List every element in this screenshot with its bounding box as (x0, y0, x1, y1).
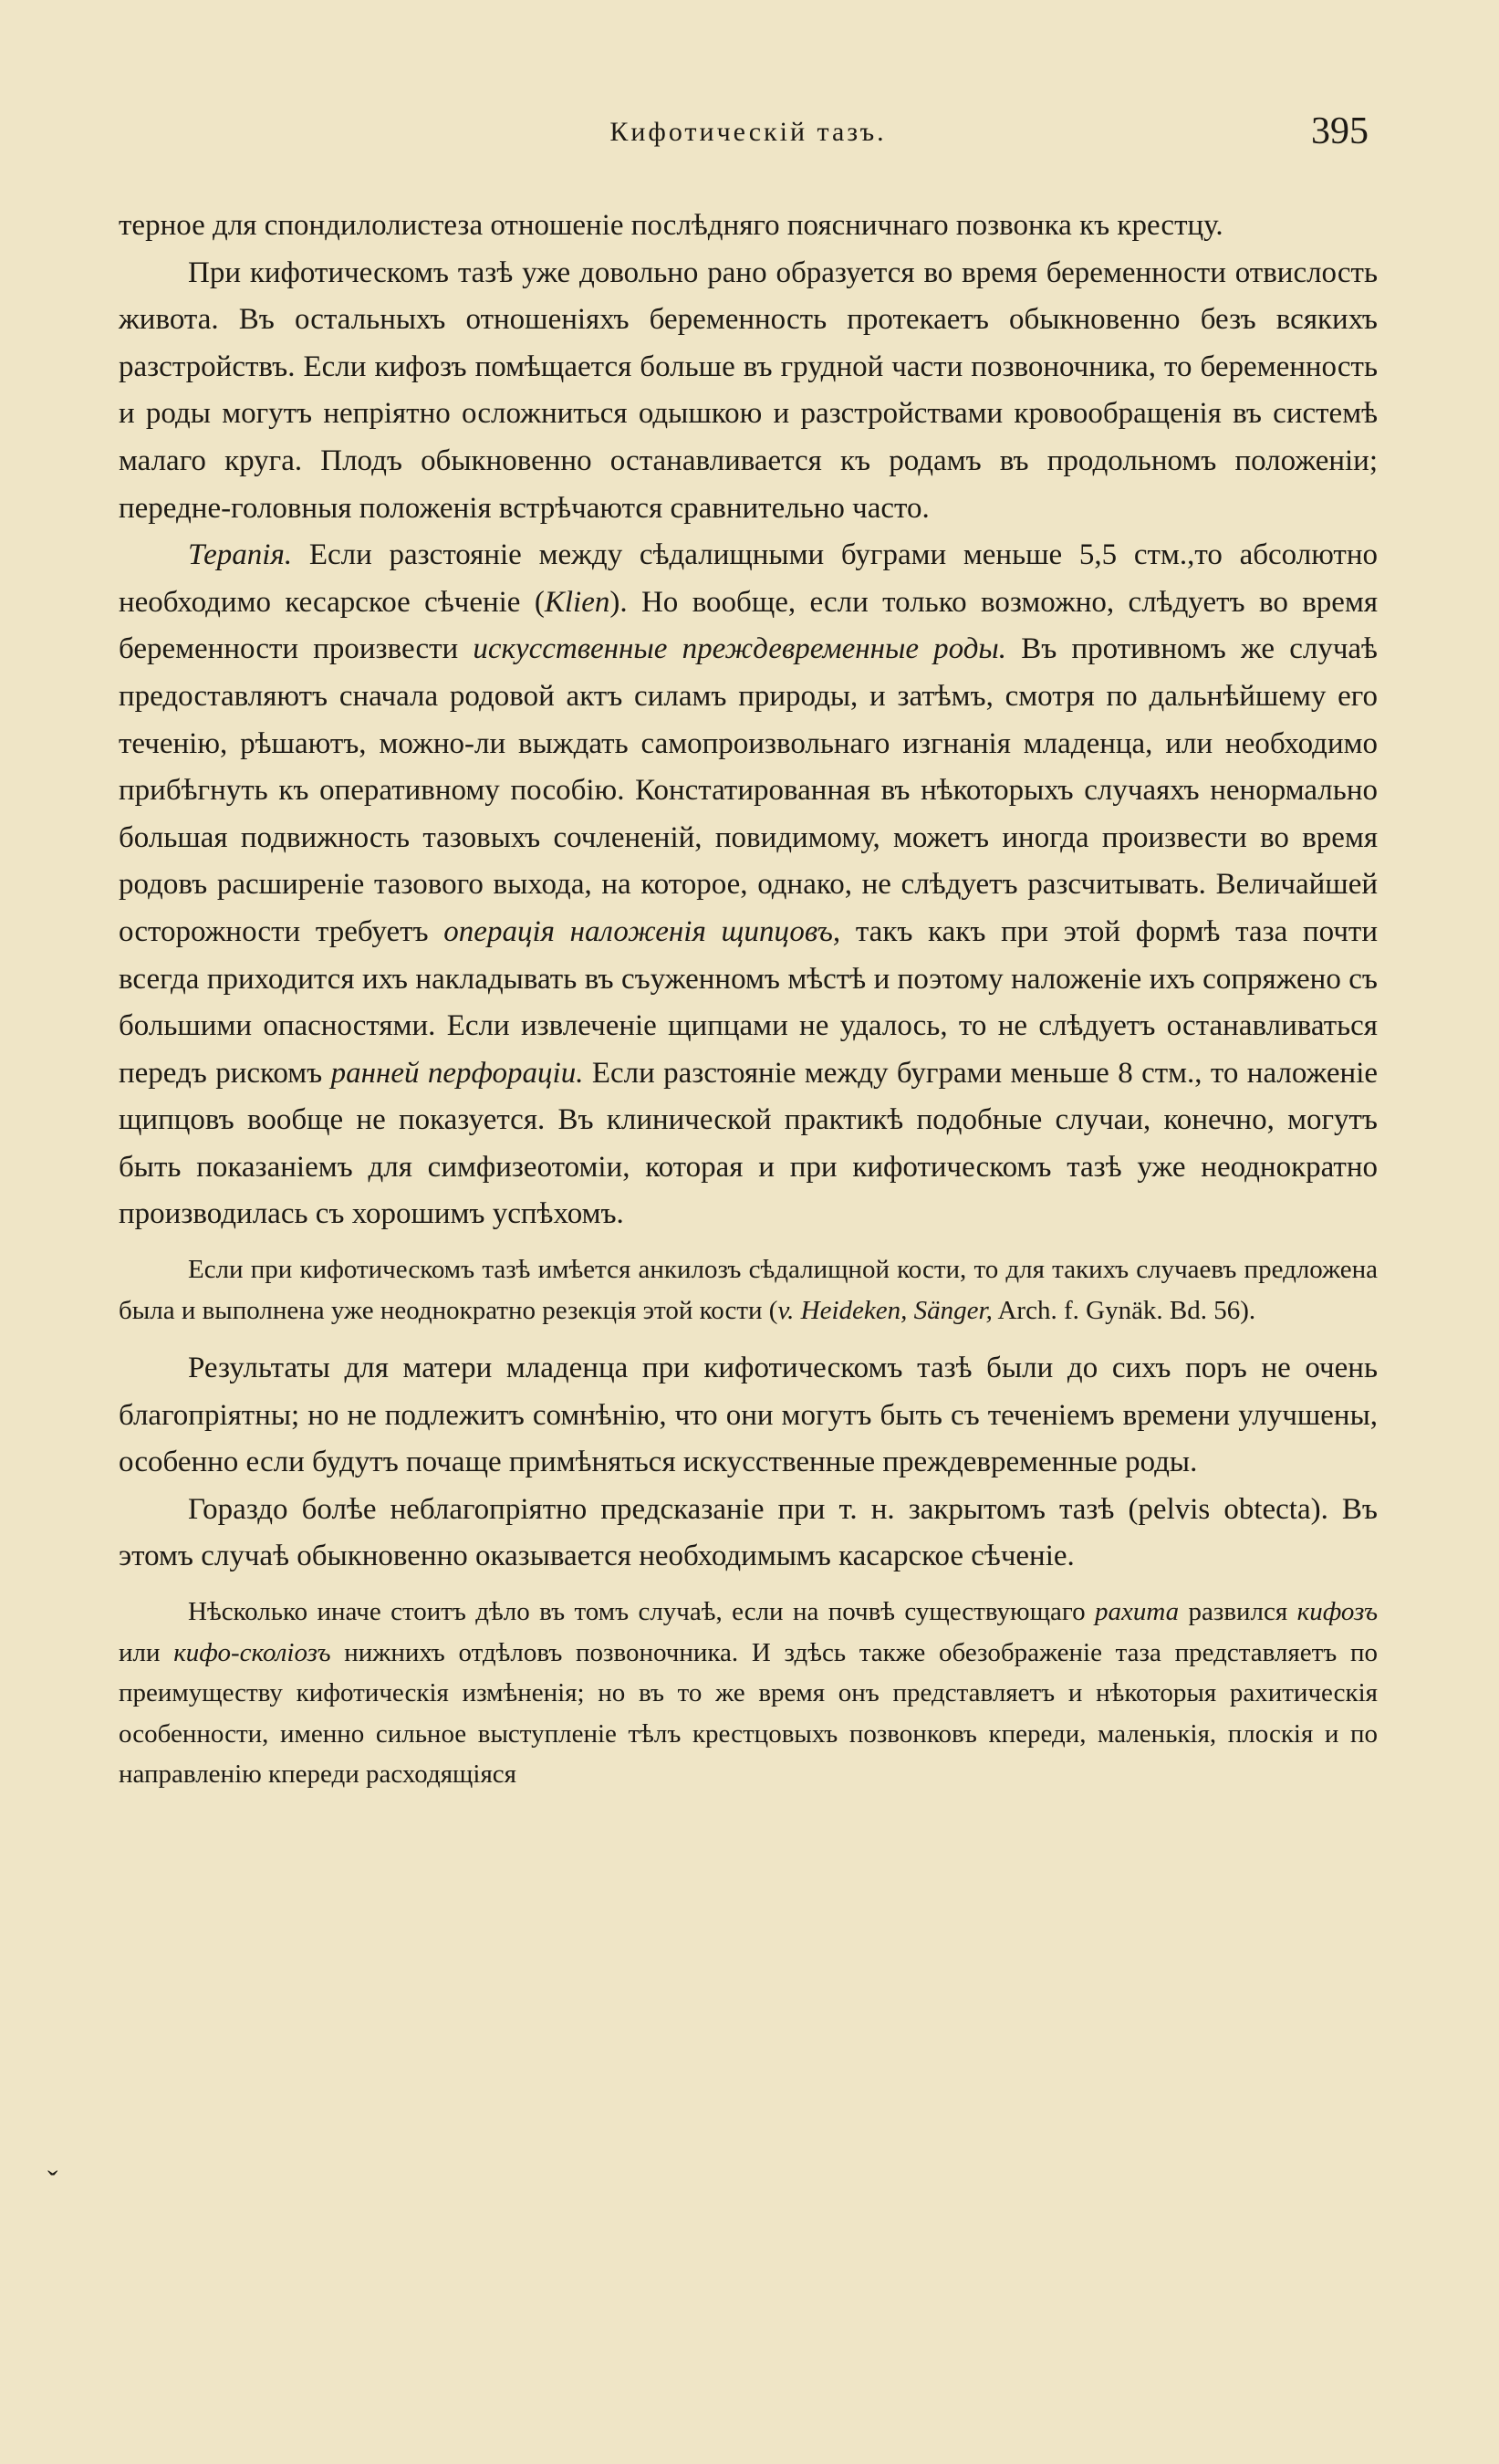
paragraph-obtecta (119, 1487, 1378, 1581)
italic-run: ранней перфораціи. (330, 1056, 584, 1090)
text-run: Въ противномъ же случаѣ предоставляютъ сначала родовой актъ силамъ природы, и затѣмъ, смотря по дальнѣйшему его теченію, рѣшаютъ, можно-ли выждать самопроизвольнаго изгнанія младенца, или необходимо прибѣгнуть къ оперативному пособію. Констатированная въ нѣкоторыхъ случаяхъ ненормально большая подвижность тазовыхъ сочлененій, повидимому, можетъ иногда произвести во время родовъ расширеніе тазового выхода, на которое, однако, не слѣдуетъ разсчитывать. Величайшей осторожности требуетъ (119, 632, 1378, 948)
paragraph-pregnancy (119, 250, 1378, 533)
text-run: Arch. f. Gynäk. Bd. 56). (992, 1295, 1256, 1325)
text-run: Если разстояніе между буграми меньше 8 стм., то наложеніе щипцовъ вообще не показуется. Въ клинической практикѣ подобные случаи, конечно, могутъ быть показаніемъ для симфизеотоміи, которая и при кифотическомъ тазѣ уже неоднократно производилась съ хорошимъ успѣхомъ. (119, 1056, 1379, 1231)
italic-run: искусственные преждевременные роды. (473, 632, 1007, 666)
text-run: Гораздо болѣе неблагопріятно предсказаніе при т. н. закрытомъ тазѣ (pelvis obtecta). Въ этомъ случаѣ обыкновенно оказывается необходимымъ касарское сѣченіе. (119, 1492, 1378, 1573)
small-print-rickets (119, 1592, 1378, 1795)
paragraph-continuation (119, 203, 1378, 250)
text-run: или (119, 1637, 174, 1667)
italic-run: рахита (1094, 1597, 1180, 1627)
running-title: Кифотическій тазъ. (609, 117, 887, 147)
margin-mark: ˇ (47, 2166, 58, 2199)
italic-run: кифозъ (1296, 1597, 1378, 1627)
paragraph-therapy (119, 532, 1378, 1238)
italic-run: v. Heideken, Sänger, (777, 1295, 993, 1325)
text-run: терное для спондилолистеза отношеніе послѣдняго поясничнаго позвонка къ крестцу. (119, 209, 1223, 242)
text-run: ). Но вообще, если только возможно, слѣдуетъ во время беременности произвести (119, 585, 1379, 666)
text-run: развился (1179, 1597, 1297, 1627)
text-run: Нѣсколько иначе стоитъ дѣло въ томъ случаѣ, если на почвѣ существующаго (188, 1597, 1095, 1627)
italic-run: Терапія. (188, 538, 293, 572)
text-run: Если при кифотическомъ тазѣ имѣется анкилозъ сѣдалищной кости, то для такихъ случаевъ предложена была и выполнена уже неоднократно резекція этой кости ( (119, 1255, 1378, 1325)
italic-run: кифо-сколіозъ (173, 1637, 331, 1667)
text-run: нижнихъ отдѣловъ позвоночника. И здѣсь также обезображеніе таза представляетъ по преимуществу кифотическія измѣненія; но въ то же время онъ представляетъ и нѣкоторыя рахитическія особенности, именно сильное выступленіе тѣлъ крестцовыхъ позвонковъ кпереди, маленькія, плоскія и по направленію кпереди расходящіяся (119, 1637, 1378, 1790)
italic-run: Klien (544, 585, 610, 619)
text-run: Если разстояніе между сѣдалищными буграми меньше 5,5 стм.,то абсолютно необходимо кесарское сѣченіе ( (119, 538, 1378, 619)
small-print-ankylosis (119, 1249, 1378, 1331)
page-number: 395 (1311, 110, 1369, 152)
italic-run: операція наложенія щипцовъ, (443, 914, 841, 948)
text-run: При кифотическомъ тазѣ уже довольно рано образуется во время беременности отвислость живота. Въ остальныхъ отношеніяхъ беременность протекаетъ обыкновенно безъ всякихъ разстройствъ. Если кифозъ помѣщается больше въ грудной части позвоночника, то беременность и роды могутъ непріятно осложниться одышкою и разстройствами кровообращенія въ системѣ малаго круга. Плодъ обыкновенно останавливается къ родамъ въ продольномъ положеніи; передне-головныя положенія встрѣчаются сравнительно часто. (119, 256, 1378, 525)
text-run: Результаты для матери младенца при кифотическомъ тазѣ были до сихъ поръ не очень благопріятны; но не подлежитъ сомнѣнію, что они могутъ быть съ теченіемъ времени улучшены, особенно если будутъ почаще примѣняться искусственные преждевременные роды. (119, 1352, 1378, 1479)
text-run: такъ какъ при этой формѣ таза почти всегда приходится ихъ накладывать въ съуженномъ мѣстѣ и поэтому наложеніе ихъ сопряжено съ большими опасностями. Если извлеченіе щипцами не удалось, то не слѣдуетъ останавливаться передъ рискомъ (119, 914, 1378, 1090)
page-body (119, 203, 1378, 1810)
paragraph-results (119, 1345, 1378, 1487)
page-header (119, 110, 1378, 172)
